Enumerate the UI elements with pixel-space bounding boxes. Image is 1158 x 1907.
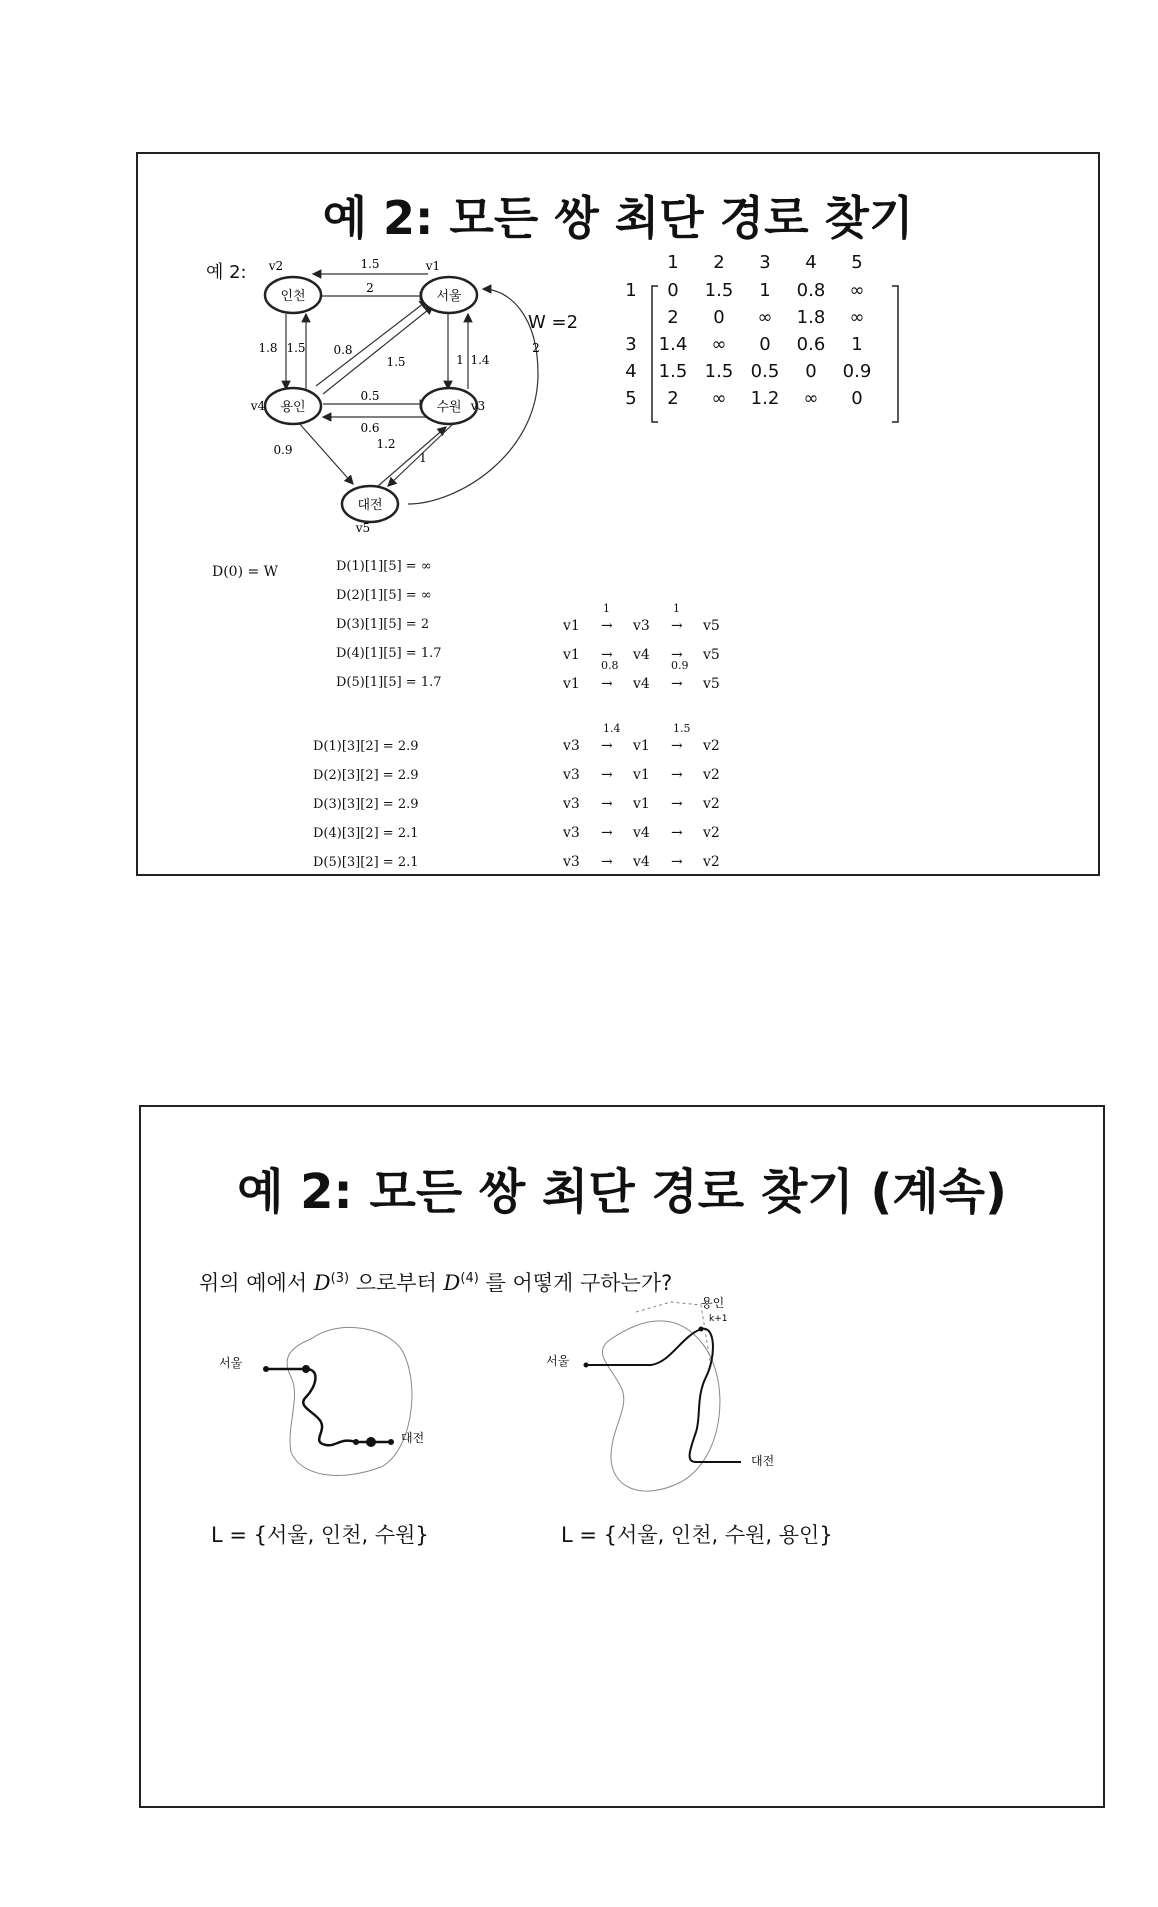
right-start-label: 서울 <box>546 1354 570 1368</box>
matrix-cell: 1.5 <box>704 280 734 301</box>
node-label-v2: 인천 <box>280 289 306 304</box>
d-value-row: D(3)[3][2] = 2.9 <box>313 797 419 812</box>
path-arrow: → <box>601 738 613 754</box>
matrix-cell: ∞ <box>803 388 819 409</box>
matrix-cell: 0 <box>759 334 771 355</box>
path-arrow: → <box>671 796 683 812</box>
path-node: v1 <box>563 618 580 634</box>
question-mid: 으로부터 <box>349 1271 444 1295</box>
matrix-cell: 1.2 <box>750 388 780 409</box>
question-sup4: (4) <box>460 1271 479 1286</box>
path-node: v3 <box>563 738 580 754</box>
path-weight-below: 0.8 <box>601 659 619 672</box>
path-node: v4 <box>633 676 650 692</box>
node-tag-v5: v5 <box>355 521 371 535</box>
matrix-cell: 1.4 <box>658 334 688 355</box>
matrix-cell: 2 <box>667 388 679 409</box>
matrix-col-header: 5 <box>851 252 863 273</box>
node-tag-v4: v4 <box>250 399 266 413</box>
path-arrow: → <box>671 647 683 663</box>
matrix-label: W =2 <box>528 312 579 333</box>
path-node: v2 <box>703 796 720 812</box>
d-value-row: D(5)[1][5] = 1.7 <box>336 675 442 690</box>
node-label-v3: 수원 <box>436 400 462 415</box>
matrix-cell: 1.8 <box>796 307 826 328</box>
path-node: v3 <box>563 825 580 841</box>
right-path <box>586 1329 741 1462</box>
matrix-cell: ∞ <box>849 280 865 301</box>
d-value-row: D(5)[3][2] = 2.1 <box>313 855 419 870</box>
edge-weight-label: 1.2 <box>376 437 396 451</box>
edge-v4-v5 <box>298 422 353 484</box>
path-arrow: → <box>601 854 613 870</box>
d-values-group-1 <box>336 552 442 697</box>
matrix-cell: 0.6 <box>796 334 826 355</box>
matrix-col-header: 4 <box>805 252 817 273</box>
edge-weight-label: 1.8 <box>258 341 278 355</box>
d-value-row: D(2)[3][2] = 2.9 <box>313 768 419 783</box>
edge-weight-label: 1 <box>456 353 464 367</box>
path-arrow: → <box>671 738 683 754</box>
matrix-brackets <box>650 284 950 434</box>
path-arrow: → <box>601 618 613 634</box>
right-extra-label: 용인 <box>701 1296 725 1310</box>
edge-v5-v3 <box>378 427 446 486</box>
matrix-cell: 0.5 <box>750 361 780 382</box>
right-end-label: 대전 <box>751 1454 775 1468</box>
edge-weight-label: 0.9 <box>273 443 293 457</box>
matrix-cell: 1.5 <box>658 361 688 382</box>
left-dot <box>302 1365 310 1373</box>
matrix-cell: ∞ <box>711 388 727 409</box>
path-node: v4 <box>633 854 650 870</box>
path-arrow: → <box>671 676 683 692</box>
node-label-v4: 용인 <box>280 400 306 415</box>
matrix-cell: 1 <box>759 280 771 301</box>
left-start-dot <box>263 1366 269 1372</box>
left-end-dot <box>388 1439 394 1445</box>
right-extra-tag: k+1 <box>709 1314 728 1324</box>
right-extension <box>636 1302 711 1367</box>
path-node: v5 <box>703 676 720 692</box>
matrix-cell: 0.9 <box>842 361 872 382</box>
d-value-row: D(3)[1][5] = 2 <box>336 617 430 632</box>
path-weight-above: 1.5 <box>673 722 691 735</box>
question-post: 를 어떻게 구하는가? <box>478 1271 673 1295</box>
node-tag-v2: v2 <box>268 259 284 273</box>
example-label: 예 2: <box>206 262 247 283</box>
path-arrow: → <box>671 854 683 870</box>
matrix-row-header: 4 <box>625 361 637 382</box>
right-start-dot <box>584 1363 589 1368</box>
path-node: v3 <box>633 618 650 634</box>
left-dot-c <box>366 1437 376 1447</box>
matrix-col-header: 1 <box>667 252 679 273</box>
matrix-cell: 1 <box>851 334 863 355</box>
matrix-col-header: 2 <box>713 252 725 273</box>
path-node: v3 <box>563 796 580 812</box>
path-node: v2 <box>703 738 720 754</box>
slide-1 <box>136 152 1100 876</box>
matrix-cell: ∞ <box>757 307 773 328</box>
path-weight-below: 0.9 <box>671 659 689 672</box>
question-sup3: (3) <box>330 1271 350 1286</box>
path-arrow: → <box>601 676 613 692</box>
edge-weight-label: 1.5 <box>286 341 306 355</box>
left-start-label: 서울 <box>219 1356 243 1370</box>
edge-weight-label: 1.5 <box>360 257 380 271</box>
set-right: L = {서울, 인천, 수원, 용인} <box>561 1523 833 1547</box>
path-arrow: → <box>601 825 613 841</box>
matrix-cell: 0 <box>713 307 725 328</box>
matrix-row-header: 3 <box>625 334 637 355</box>
path-arrow: → <box>601 767 613 783</box>
city-graph <box>138 154 1098 874</box>
path-arrow: → <box>601 796 613 812</box>
d-value-row: D(4)[3][2] = 2.1 <box>313 826 419 841</box>
d-value-row: D(4)[1][5] = 1.7 <box>336 646 442 661</box>
path-node: v2 <box>703 854 720 870</box>
matrix-cell: ∞ <box>711 334 727 355</box>
edge-weight-label: 1.4 <box>470 353 490 367</box>
left-end-label: 대전 <box>401 1431 425 1445</box>
matrix-cell: 0.8 <box>796 280 826 301</box>
node-label-v1: 서울 <box>436 289 462 304</box>
slide-2-title: 예 2: 모든 쌍 최단 경로 찾기 (계속) <box>237 1164 1007 1220</box>
path-node: v4 <box>633 825 650 841</box>
matrix-row-header: 1 <box>625 280 637 301</box>
path-arrow: → <box>671 825 683 841</box>
slide-2 <box>139 1105 1105 1808</box>
d-value-row: D(2)[1][5] = ∞ <box>336 588 432 603</box>
question-pre: 위의 예에서 <box>199 1271 314 1295</box>
matrix-cell: 1.5 <box>704 361 734 382</box>
path-weight-above: 1 <box>603 602 610 615</box>
question-d4: D <box>443 1271 461 1295</box>
d-value-row: D(1)[1][5] = ∞ <box>336 559 432 574</box>
left-region <box>287 1327 412 1475</box>
path-node: v3 <box>563 767 580 783</box>
path-node: v4 <box>633 647 650 663</box>
left-dot-b <box>353 1439 359 1445</box>
path-arrow: → <box>601 647 613 663</box>
d0-label: D(0) = W <box>212 564 279 580</box>
right-region <box>602 1321 719 1491</box>
edge-weight-label: 0.6 <box>360 421 380 435</box>
matrix-cell: 0 <box>667 280 679 301</box>
path-node: v2 <box>703 825 720 841</box>
edge-weight-label: 0.8 <box>333 343 353 357</box>
edge-weight-label: 2 <box>366 281 374 295</box>
edge-weight-label: 0.5 <box>360 389 380 403</box>
set-left: L = {서울, 인천, 수원} <box>211 1523 429 1547</box>
edge-weight-label: 2 <box>532 341 540 355</box>
matrix-cell: 0 <box>851 388 863 409</box>
region-figures <box>141 1107 1103 1806</box>
path-node: v5 <box>703 647 720 663</box>
path-node: v1 <box>563 647 580 663</box>
path-node: v1 <box>633 796 650 812</box>
edge-weight-label: 1.5 <box>386 355 406 369</box>
slide-1-title: 예 2: 모든 쌍 최단 경로 찾기 <box>322 191 914 245</box>
d-value-row: D(1)[3][2] = 2.9 <box>313 739 419 754</box>
question-d3: D <box>313 1271 331 1295</box>
matrix-cell: 0 <box>805 361 817 382</box>
d-values-group-2 <box>313 732 419 877</box>
path-arrow: → <box>671 767 683 783</box>
matrix-row-header: 5 <box>625 388 637 409</box>
node-tag-v3: v3 <box>470 399 486 413</box>
node-label-v5: 대전 <box>357 498 383 513</box>
path-weight-above: 1.4 <box>603 722 621 735</box>
matrix-col-header: 3 <box>759 252 771 273</box>
path-node: v2 <box>703 767 720 783</box>
left-path <box>266 1369 391 1445</box>
path-node: v1 <box>563 676 580 692</box>
edge-weight-label: 1 <box>419 451 427 465</box>
right-extra-dot <box>699 1327 704 1332</box>
path-node: v1 <box>633 767 650 783</box>
matrix-cell: 2 <box>667 307 679 328</box>
path-node: v5 <box>703 618 720 634</box>
node-tag-v1: v1 <box>425 259 441 273</box>
path-weight-above: 1 <box>673 602 680 615</box>
path-arrow: → <box>671 618 683 634</box>
matrix-cell: ∞ <box>849 307 865 328</box>
path-node: v1 <box>633 738 650 754</box>
path-node: v3 <box>563 854 580 870</box>
